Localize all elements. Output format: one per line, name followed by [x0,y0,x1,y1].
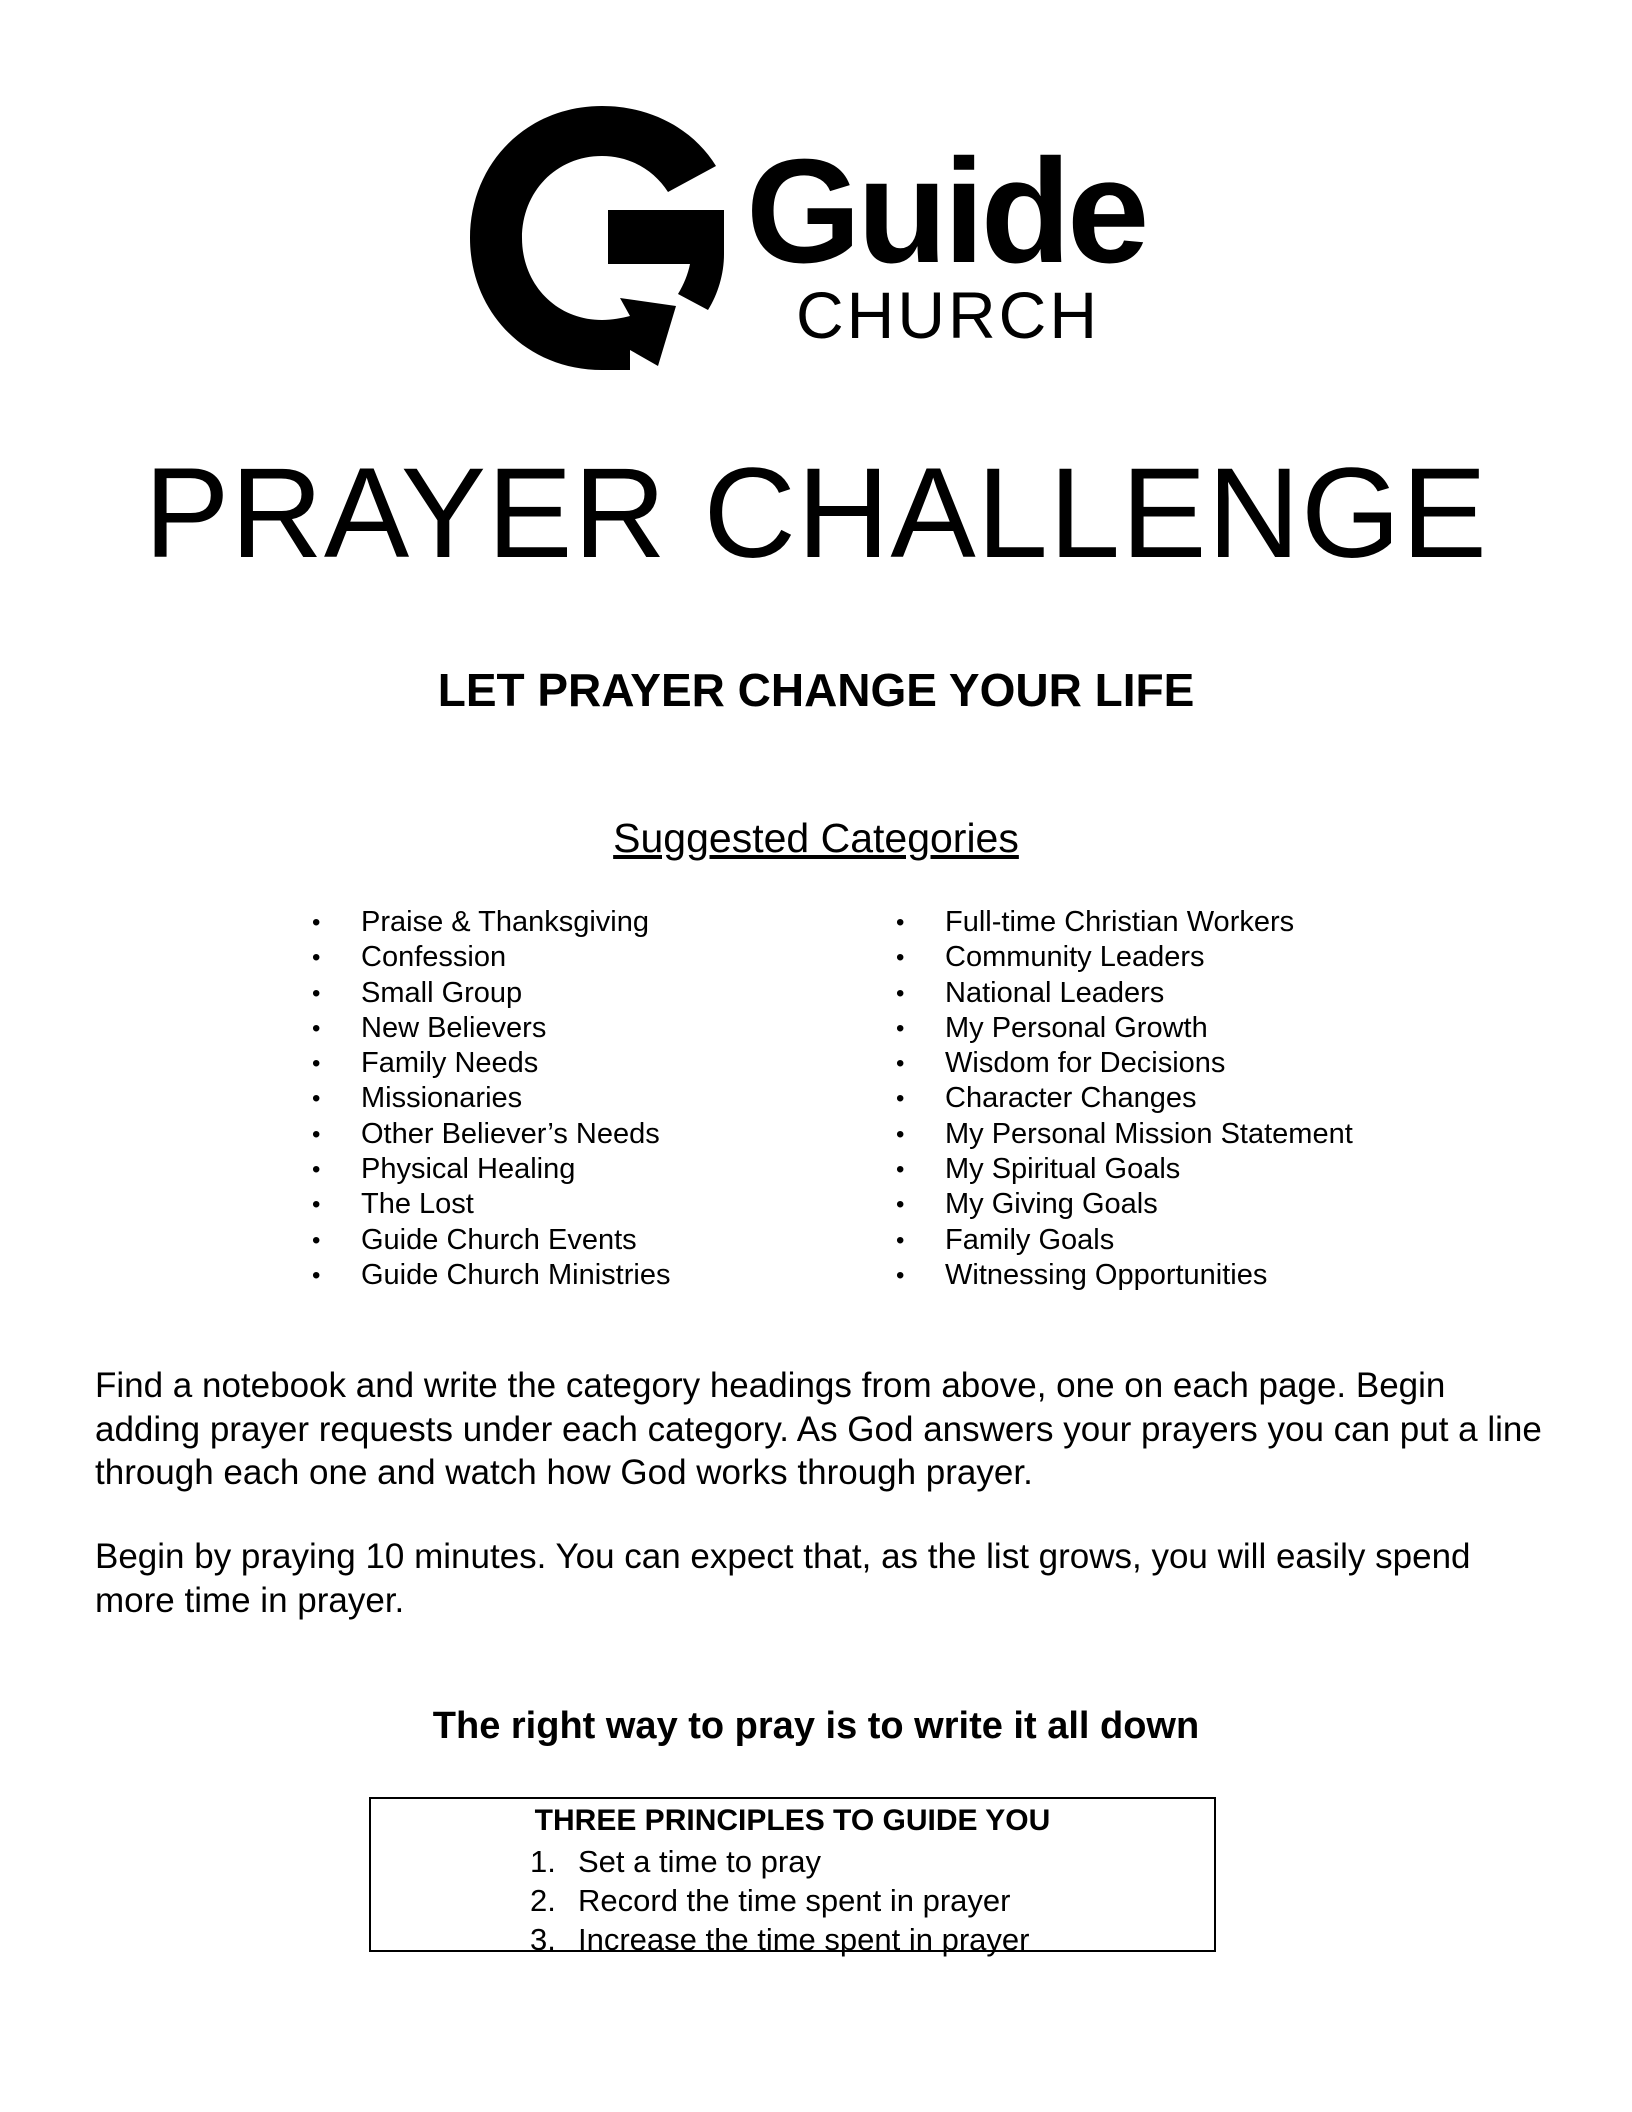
item-number: 3. [530,1922,556,1957]
list-item [896,1081,1353,1116]
bullet-icon: • [896,1261,905,1289]
category-label: Family Goals [945,1223,1115,1256]
bullet-icon: • [312,979,321,1007]
category-label: My Personal Growth [945,1011,1208,1044]
category-label: Witnessing Opportunities [945,1258,1268,1291]
principles-list [530,1842,1029,1959]
principle-text: Record the time spent in prayer [578,1883,1011,1918]
bullet-icon: • [896,1050,905,1078]
bullet-icon: • [896,1085,905,1113]
bullet-icon: • [896,1226,905,1254]
bullet-icon: • [896,979,905,1007]
bullet-icon: • [896,909,905,936]
bullet-icon: • [312,1050,321,1078]
bullet-icon: • [896,1156,905,1184]
list-item [312,940,670,975]
time-paragraph: Begin by praying 10 minutes. You can expect that, as the list grows, you will easily spend more time in prayer. [95,1537,1471,1620]
bullet-icon: • [312,1191,321,1219]
category-label: Full-time Christian Workers [945,906,1295,938]
list-item [896,1187,1353,1222]
logo-subtitle: CHURCH [796,278,1100,352]
list-item [530,1881,1029,1920]
list-item [896,1046,1353,1081]
list-item [896,1258,1353,1293]
list-item [896,1117,1353,1152]
category-label: My Spiritual Goals [945,1153,1181,1186]
category-label: Confession [361,941,507,974]
category-label: Character Changes [945,1082,1197,1115]
categories-heading: Suggested Categories [613,815,1019,861]
list-item [312,1258,671,1293]
categories-list-left [312,905,671,1293]
list-item [530,1920,1029,1959]
list-item [312,1187,670,1222]
guide-g-arrow-icon [462,98,742,378]
category-label: Family Needs [361,1047,539,1080]
list-item [896,976,1353,1011]
bullet-icon: • [896,1120,905,1148]
bullet-icon: • [312,1085,321,1113]
category-label: Other Believer’s Needs [361,1117,660,1150]
church-logo [462,98,1182,378]
category-label: Praise & Thanksgiving [361,906,650,938]
list-item [312,1223,670,1258]
list-item [896,1011,1353,1046]
list-item [312,1117,670,1152]
category-label: Guide Church Events [361,1223,637,1256]
category-label: My Personal Mission Statement [945,1117,1353,1150]
category-label: The Lost [361,1188,474,1221]
bullet-icon: • [312,1261,321,1289]
principles-box [369,1797,1216,1957]
logo-wordmark: Guide [746,129,1146,294]
list-item [312,1081,670,1116]
list-item [896,1152,1353,1187]
list-item [312,1046,670,1081]
bullet-icon: • [312,944,321,972]
bullet-icon: • [896,1191,905,1219]
category-label: National Leaders [945,976,1165,1009]
page-subtitle: LET PRAYER CHANGE YOUR LIFE [437,664,1195,716]
list-item [312,976,670,1011]
bullet-icon: • [312,909,321,936]
categories-list-right [896,905,1353,1293]
list-item [312,1011,670,1046]
category-label: New Believers [361,1011,547,1044]
list-item [312,905,670,940]
category-label: Community Leaders [945,941,1205,974]
category-label: Wisdom for Decisions [945,1047,1226,1080]
category-label: Small Group [361,976,523,1009]
list-item [896,905,1353,940]
bullet-icon: • [896,1014,905,1042]
list-item [896,1223,1353,1258]
principles-title: THREE PRINCIPLES TO GUIDE YOU [534,1804,1051,1837]
tagline: The right way to pray is to write it all down [432,1705,1200,1747]
bullet-icon: • [312,1120,321,1148]
bullet-icon: • [312,1156,321,1184]
bullet-icon: • [896,944,905,972]
category-label: Guide Church Ministries [361,1258,671,1291]
principle-text: Set a time to pray [578,1844,821,1879]
page-title: PRAYER CHALLENGE [144,442,1488,585]
list-item [530,1842,1029,1881]
item-number: 1. [530,1844,556,1879]
category-label: My Giving Goals [945,1188,1158,1221]
instructions-paragraph: Find a notebook and write the category headings from above, one on each page. Begin adding prayer requests under each category. As God answers your prayers you can put a line through each one and watch how God works through prayer. [95,1366,1542,1492]
bullet-icon: • [312,1014,321,1042]
principle-text: Increase the time spent in prayer [578,1922,1030,1957]
category-label: Missionaries [361,1082,523,1115]
item-number: 2. [530,1883,556,1918]
category-label: Physical Healing [361,1153,576,1186]
bullet-icon: • [312,1226,321,1254]
list-item [896,940,1353,975]
list-item [312,1152,670,1187]
